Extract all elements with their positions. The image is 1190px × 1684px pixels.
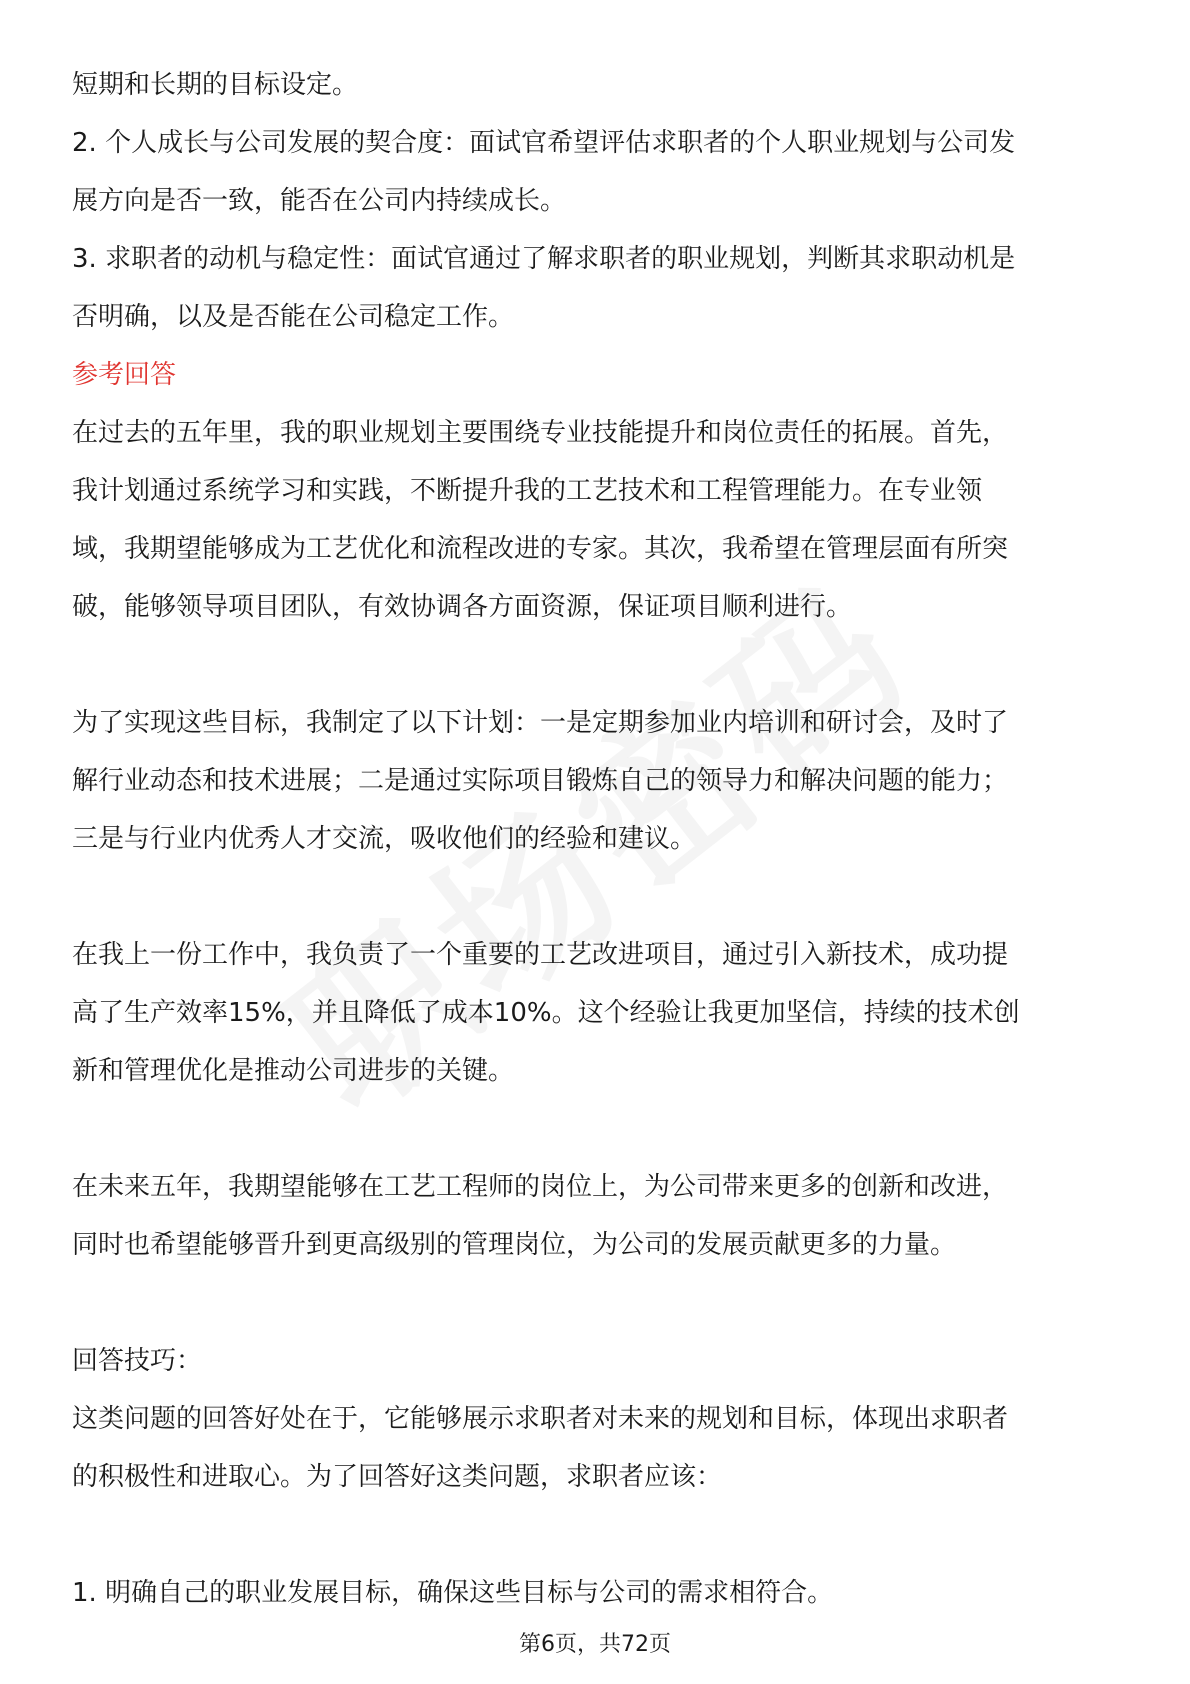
text-line: 域，我期望能够成为工艺优化和流程改进的专家。其次，我希望在管理层面有所突 <box>72 534 1009 564</box>
text-line: 在我上一份工作中，我负责了一个重要的工艺改进项目，通过引入新技术，成功提 <box>72 940 1009 970</box>
text-line: 同时也希望能够晋升到更高级别的管理岗位，为公司的发展贡献更多的力量。 <box>72 1230 957 1260</box>
text-line: 2. 个人成长与公司发展的契合度：面试官希望评估求职者的个人职业规划与公司发 <box>72 128 1016 158</box>
document-body <box>72 56 1122 1622</box>
list-item: 1. 明确自己的职业发展目标，确保这些目标与公司的需求相符合。 <box>72 1578 834 1608</box>
text-line: 我计划通过系统学习和实践，不断提升我的工艺技术和工程管理能力。在专业领 <box>72 476 983 506</box>
text-line: 新和管理优化是推动公司进步的关键。 <box>72 1056 515 1086</box>
text-line: 这类问题的回答好处在于，它能够展示求职者对未来的规划和目标，体现出求职者 <box>72 1404 1009 1434</box>
text-line: 破，能够领导项目团队，有效协调各方面资源，保证项目顺利进行。 <box>72 592 853 622</box>
text-line: 在未来五年，我期望能够在工艺工程师的岗位上，为公司带来更多的创新和改进， <box>72 1172 1009 1202</box>
text-line: 高了生产效率15%，并且降低了成本10%。这个经验让我更加坚信，持续的技术创 <box>72 998 1020 1028</box>
paragraph-gap <box>72 1274 1122 1332</box>
text-line: 为了实现这些目标，我制定了以下计划：一是定期参加业内培训和研讨会，及时了 <box>72 708 1009 738</box>
text-line: 3. 求职者的动机与稳定性：面试官通过了解求职者的职业规划，判断其求职动机是 <box>72 244 1016 274</box>
paragraph-gap <box>72 1506 1122 1564</box>
paragraph-gap <box>72 868 1122 926</box>
text-line: 短期和长期的目标设定。 <box>72 70 359 100</box>
paragraph-gap <box>72 1100 1122 1158</box>
text-line: 解行业动态和技术进展；二是通过实际项目锻炼自己的领导力和解决问题的能力； <box>72 766 1009 796</box>
page-number: 第6页，共72页 <box>519 1632 671 1657</box>
text-line: 否明确，以及是否能在公司稳定工作。 <box>72 302 515 332</box>
text-line: 展方向是否一致，能否在公司内持续成长。 <box>72 186 567 216</box>
tips-heading: 回答技巧： <box>72 1346 203 1376</box>
section-heading: 参考回答 <box>72 360 177 390</box>
text-line: 的积极性和进取心。为了回答好这类问题，求职者应该： <box>72 1462 723 1492</box>
text-line: 三是与行业内优秀人才交流，吸收他们的经验和建议。 <box>72 824 697 854</box>
text-line: 在过去的五年里，我的职业规划主要围绕专业技能提升和岗位责任的拓展。首先， <box>72 418 1009 448</box>
paragraph-gap <box>72 636 1122 694</box>
